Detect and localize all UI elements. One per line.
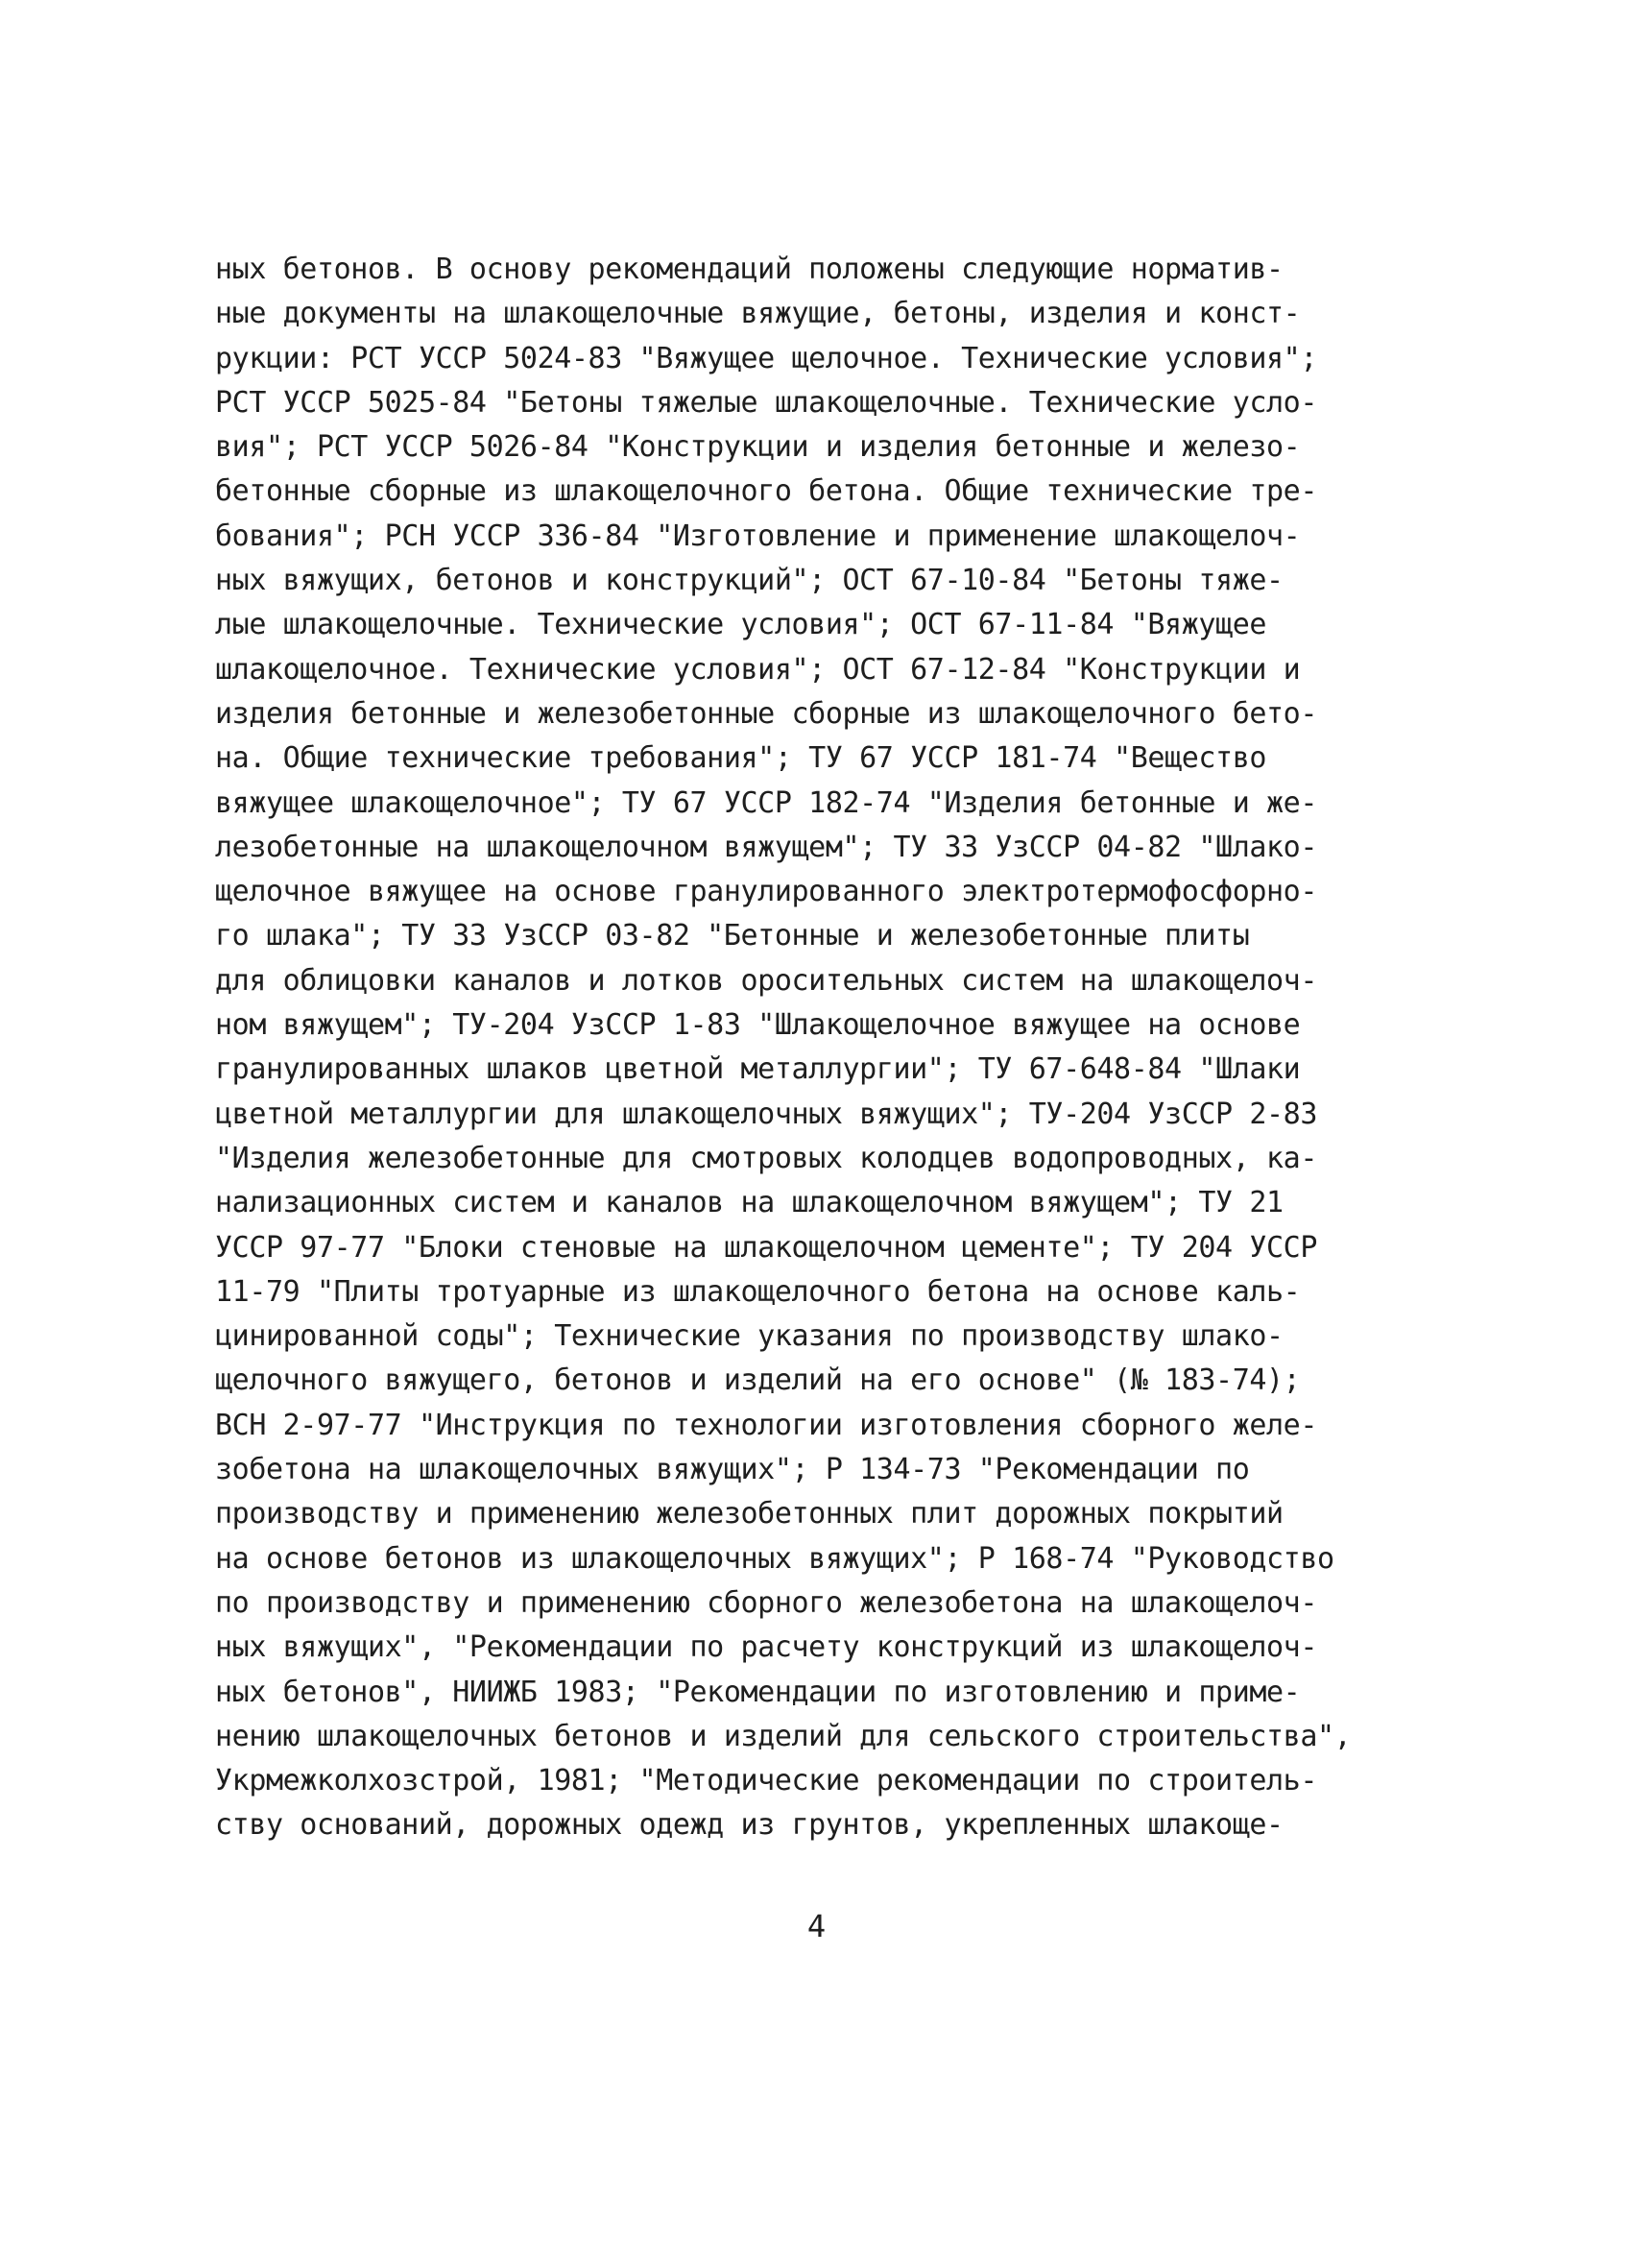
- text-line: го шлака"; ТУ 33 УзССР 03-82 "Бетонные и железобетонные плиты: [215, 919, 1250, 953]
- text-line: зобетона на шлакощелочных вяжущих"; Р 134-73 "Рекомендации по: [215, 1453, 1250, 1487]
- text-line: ВСН 2-97-77 "Инструкция по технологии изготовления сборного желе-: [215, 1408, 1317, 1442]
- text-line: по производству и применению сборного железобетона на шлакощелоч-: [215, 1585, 1317, 1620]
- text-line: на основе бетонов из шлакощелочных вяжущих"; Р 168-74 "Руководство: [215, 1541, 1334, 1576]
- text-line: вия"; РСТ УССР 5026-84 "Конструкции и изделия бетонные и железо-: [215, 430, 1301, 465]
- text-line: УССР 97-77 "Блоки стеновые на шлакощелочном цементе"; ТУ 204 УССР: [215, 1230, 1317, 1265]
- text-line: шлакощелочное. Технические условия"; ОСТ 67-12-84 "Конструкции и: [215, 652, 1301, 687]
- text-line: цветной металлургии для шлакощелочных вяжущих"; ТУ-204 УзССР 2-83: [215, 1097, 1317, 1131]
- text-line: лезобетонные на шлакощелочном вяжущем"; ТУ 33 УзССР 04-82 "Шлако-: [215, 830, 1317, 864]
- text-line: 11-79 "Плиты тротуарные из шлакощелочного бетона на основе каль-: [215, 1274, 1301, 1309]
- text-line: лые шлакощелочные. Технические условия"; ОСТ 67-11-84 "Вяжущее: [215, 608, 1267, 642]
- text-line: гранулированных шлаков цветной металлургии"; ТУ 67-648-84 "Шлаки: [215, 1052, 1301, 1087]
- text-line: изделия бетонные и железобетонные сборные из шлакощелочного бето-: [215, 696, 1317, 731]
- text-line: производству и применению железобетонных плит дорожных покрытий: [215, 1497, 1284, 1532]
- text-line: РСТ УССР 5025-84 "Бетоны тяжелые шлакощелочные. Технические усло-: [215, 385, 1317, 420]
- text-line: вяжущее шлакощелочное"; ТУ 67 УССР 182-74 "Изделия бетонные и же-: [215, 785, 1317, 820]
- text-line: ных вяжущих, бетонов и конструкций"; ОСТ 67-10-84 "Бетоны тяже-: [215, 564, 1284, 598]
- text-line: ных бетонов. В основу рекомендаций положены следующие норматив-: [215, 253, 1284, 286]
- text-line: нению шлакощелочных бетонов и изделий для сельского строительства",: [215, 1719, 1352, 1753]
- text-line: для облицовки каналов и лотков оросительных систем на шлакощелоч-: [215, 963, 1317, 998]
- text-line: бования"; РСН УССР 336-84 "Изготовление и применение шлакощелоч-: [215, 519, 1301, 553]
- text-line: щелочного вяжущего, бетонов и изделий на его основе" (№ 183-74);: [215, 1363, 1301, 1398]
- text-line: ных бетонов", НИИЖБ 1983; "Рекомендации по изготовлению и приме-: [215, 1675, 1301, 1709]
- text-line: "Изделия железобетонные для смотровых колодцев водопроводных, ка-: [215, 1141, 1317, 1175]
- text-line: бетонные сборные из шлакощелочного бетона. Общие технические тре-: [215, 474, 1317, 509]
- text-line: ные документы на шлакощелочные вяжущие, бетоны, изделия и конст-: [215, 297, 1301, 331]
- text-line: на. Общие технические требования"; ТУ 67 УССР 181-74 "Вещество: [215, 741, 1267, 776]
- body-text: [215, 248, 1463, 1848]
- text-line: ству оснований, дорожных одежд из грунтов, укрепленных шлакоще-: [215, 1808, 1284, 1843]
- text-line: Укрмежколхозстрой, 1981; "Методические рекомендации по строитель-: [215, 1764, 1317, 1798]
- text-line: ном вяжущем"; ТУ-204 УзССР 1-83 "Шлакощелочное вяжущее на основе: [215, 1008, 1301, 1043]
- text-line: ных вяжущих", "Рекомендации по расчету конструкций из шлакощелоч-: [215, 1630, 1317, 1665]
- text-line: нализационных систем и каналов на шлакощелочном вяжущем"; ТУ 21: [215, 1186, 1284, 1220]
- text-line: щелочное вяжущее на основе гранулированного электротермофосфорно-: [215, 875, 1317, 909]
- page-number: 4: [806, 1908, 827, 1944]
- text-line: рукции: РСТ УССР 5024-83 "Вяжущее щелочное. Технические условия";: [215, 341, 1317, 375]
- text-line: цинированной соды"; Технические указания по производству шлако-: [215, 1319, 1284, 1354]
